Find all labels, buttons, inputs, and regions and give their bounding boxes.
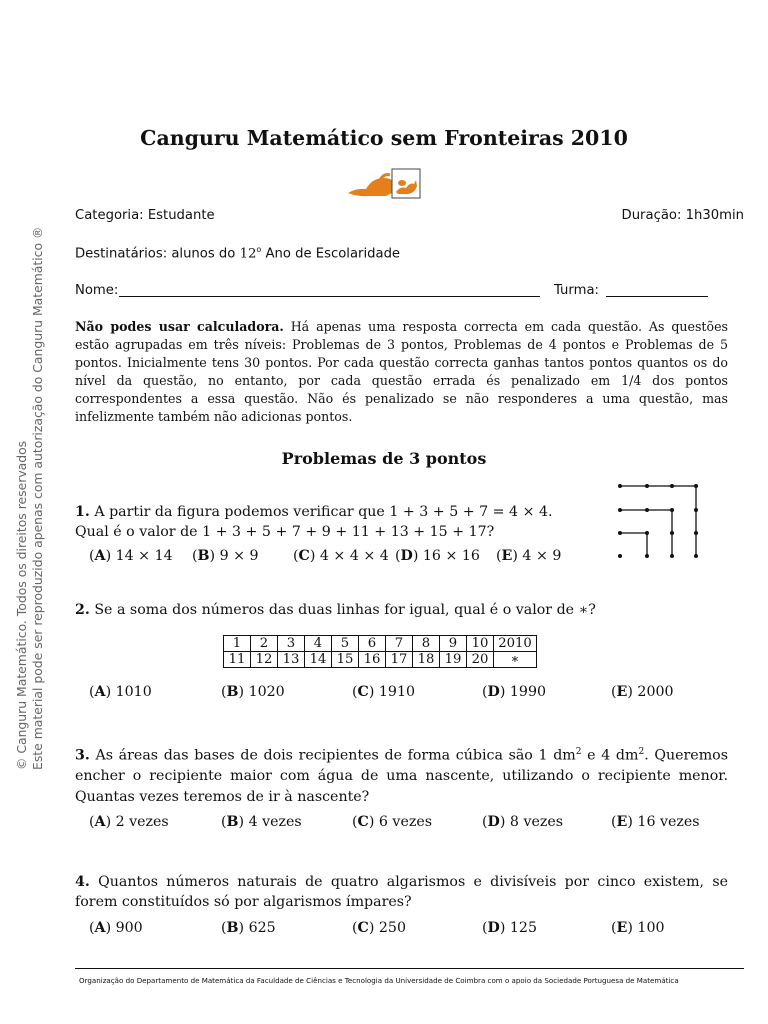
q3-option-d[interactable]: (D) 8 vezes bbox=[482, 814, 564, 830]
table-cell: ∗ bbox=[494, 652, 537, 668]
q3-option-c[interactable]: (C) 6 vezes bbox=[352, 814, 432, 830]
q3-option-a[interactable]: (A) 2 vezes bbox=[89, 814, 169, 830]
q2-option-b[interactable]: (B) 1020 bbox=[221, 684, 285, 700]
question-4: 4. Quantos números naturais de quatro algarismos e divisíveis por cinco existem, se forem constituídos só por algarismos ímpares? bbox=[75, 874, 728, 911]
q2-option-d[interactable]: (D) 1990 bbox=[482, 684, 547, 700]
table-cell: 13 bbox=[278, 652, 305, 668]
table-cell: 8 bbox=[413, 636, 440, 652]
q1-option-d[interactable]: (D) 16 × 16 bbox=[395, 548, 480, 564]
q4-option-b[interactable]: (B) 625 bbox=[221, 920, 276, 936]
q2-option-e[interactable]: (E) 2000 bbox=[611, 684, 674, 700]
question-3: 3. As áreas das bases de dois recipientes de forma cúbica são 1 $dm^2$ e 4 $dm^2$. Queremos encher o recipiente maior com água de uma nascente, utilizando o recipiente menor. Quantas vezes teremos de ir à nascente? bbox=[75, 747, 728, 805]
table-cell: 4 bbox=[305, 636, 332, 652]
table-cell: 7 bbox=[386, 636, 413, 652]
q4-option-c[interactable]: (C) 250 bbox=[352, 920, 406, 936]
page-title: Canguru Matemático sem Fronteiras 2010 bbox=[140, 126, 628, 150]
table-cell: 18 bbox=[413, 652, 440, 668]
odd-sum-dot-figure bbox=[612, 478, 702, 564]
table-cell: 15 bbox=[332, 652, 359, 668]
table-cell: 3 bbox=[278, 636, 305, 652]
kangaroo-logo bbox=[346, 166, 422, 200]
instructions-bold: Não podes usar calculadora. bbox=[75, 319, 284, 334]
name-field[interactable] bbox=[119, 283, 540, 297]
table-cell: 20 bbox=[467, 652, 494, 668]
table-cell: 6 bbox=[359, 636, 386, 652]
duration-label: Duração: 1h30min bbox=[621, 208, 744, 223]
q4-option-d[interactable]: (D) 125 bbox=[482, 920, 537, 936]
footer-text: Organização do Departamento de Matemática da Faculdade de Ciências e Tecnologia da Universidade de Coimbra com o apoio da Sociedade Portuguesa de Matemática bbox=[79, 976, 679, 985]
q2-option-a[interactable]: (A) 1010 bbox=[89, 684, 152, 700]
copyright-line: © Canguru Matemático. Todos os direitos reservados bbox=[14, 440, 29, 770]
q1-option-a[interactable]: (A) 14 × 14 bbox=[89, 548, 173, 564]
question-2: 2. Se a soma dos números das duas linhas for igual, qual é o valor de ∗? bbox=[75, 602, 596, 618]
class-label: Turma: bbox=[554, 283, 599, 298]
table-cell: 10 bbox=[467, 636, 494, 652]
table-cell: 1 bbox=[224, 636, 251, 652]
footer-divider bbox=[75, 968, 744, 969]
table-row bbox=[224, 636, 537, 652]
table-cell: 17 bbox=[386, 652, 413, 668]
q1-option-c[interactable]: (C) 4 × 4 × 4 bbox=[293, 548, 389, 564]
copyright-sidebar bbox=[14, 226, 46, 770]
category-label: Categoria: Estudante bbox=[75, 208, 215, 223]
q2-option-c[interactable]: (C) 1910 bbox=[352, 684, 415, 700]
q4-option-a[interactable]: (A) 900 bbox=[89, 920, 143, 936]
table-cell: 9 bbox=[440, 636, 467, 652]
reproduction-notice: Este material pode ser reproduzido apenas com autorização do Canguru Matemático ® bbox=[30, 226, 45, 770]
name-label: Nome: bbox=[75, 283, 119, 298]
table-cell: 16 bbox=[359, 652, 386, 668]
q3-option-b[interactable]: (B) 4 vezes bbox=[221, 814, 302, 830]
class-field[interactable] bbox=[606, 283, 708, 297]
table-cell: 11 bbox=[224, 652, 251, 668]
q1-option-e[interactable]: (E) 4 × 9 bbox=[496, 548, 562, 564]
table-cell: 19 bbox=[440, 652, 467, 668]
table-cell: 2010 bbox=[494, 636, 537, 652]
table-cell: 12 bbox=[251, 652, 278, 668]
question-1: 1. A partir da figura podemos verificar que 1 + 3 + 5 + 7 = 4 × 4. Qual é o valor de 1 + 3 + 5 + 7 + 9 + 11 + 13 + 15 + 17? bbox=[75, 504, 553, 541]
table-cell: 2 bbox=[251, 636, 278, 652]
q1-option-b[interactable]: (B) 9 × 9 bbox=[192, 548, 259, 564]
q4-option-e[interactable]: (E) 100 bbox=[611, 920, 665, 936]
instructions: Não podes usar calculadora. Há apenas uma resposta correcta em cada questão. As questões estão agrupadas em três níveis: Problemas de 3 pontos, Problemas de 4 pontos e Problemas de 5 pontos. Inicialmente tens 30 pontos. Por cada questão correcta ganhas tantos pontos quantos os do nível da questão, no entanto, por cada questão errada és penalizado em 1/4 dos pontos correspondentes a essa questão. Não és penalizado se não responderes a uma questão, mas infelizmente também não adicionas pontos. bbox=[75, 319, 728, 425]
table-cell: 14 bbox=[305, 652, 332, 668]
section-title: Problemas de 3 pontos bbox=[281, 449, 487, 468]
q3-option-e[interactable]: (E) 16 vezes bbox=[611, 814, 700, 830]
audience-label: Destinatários: alunos do 12$^o$ Ano de Escolaridade bbox=[75, 245, 401, 262]
numbers-table bbox=[223, 635, 537, 668]
table-row bbox=[224, 652, 537, 668]
table-cell: 5 bbox=[332, 636, 359, 652]
